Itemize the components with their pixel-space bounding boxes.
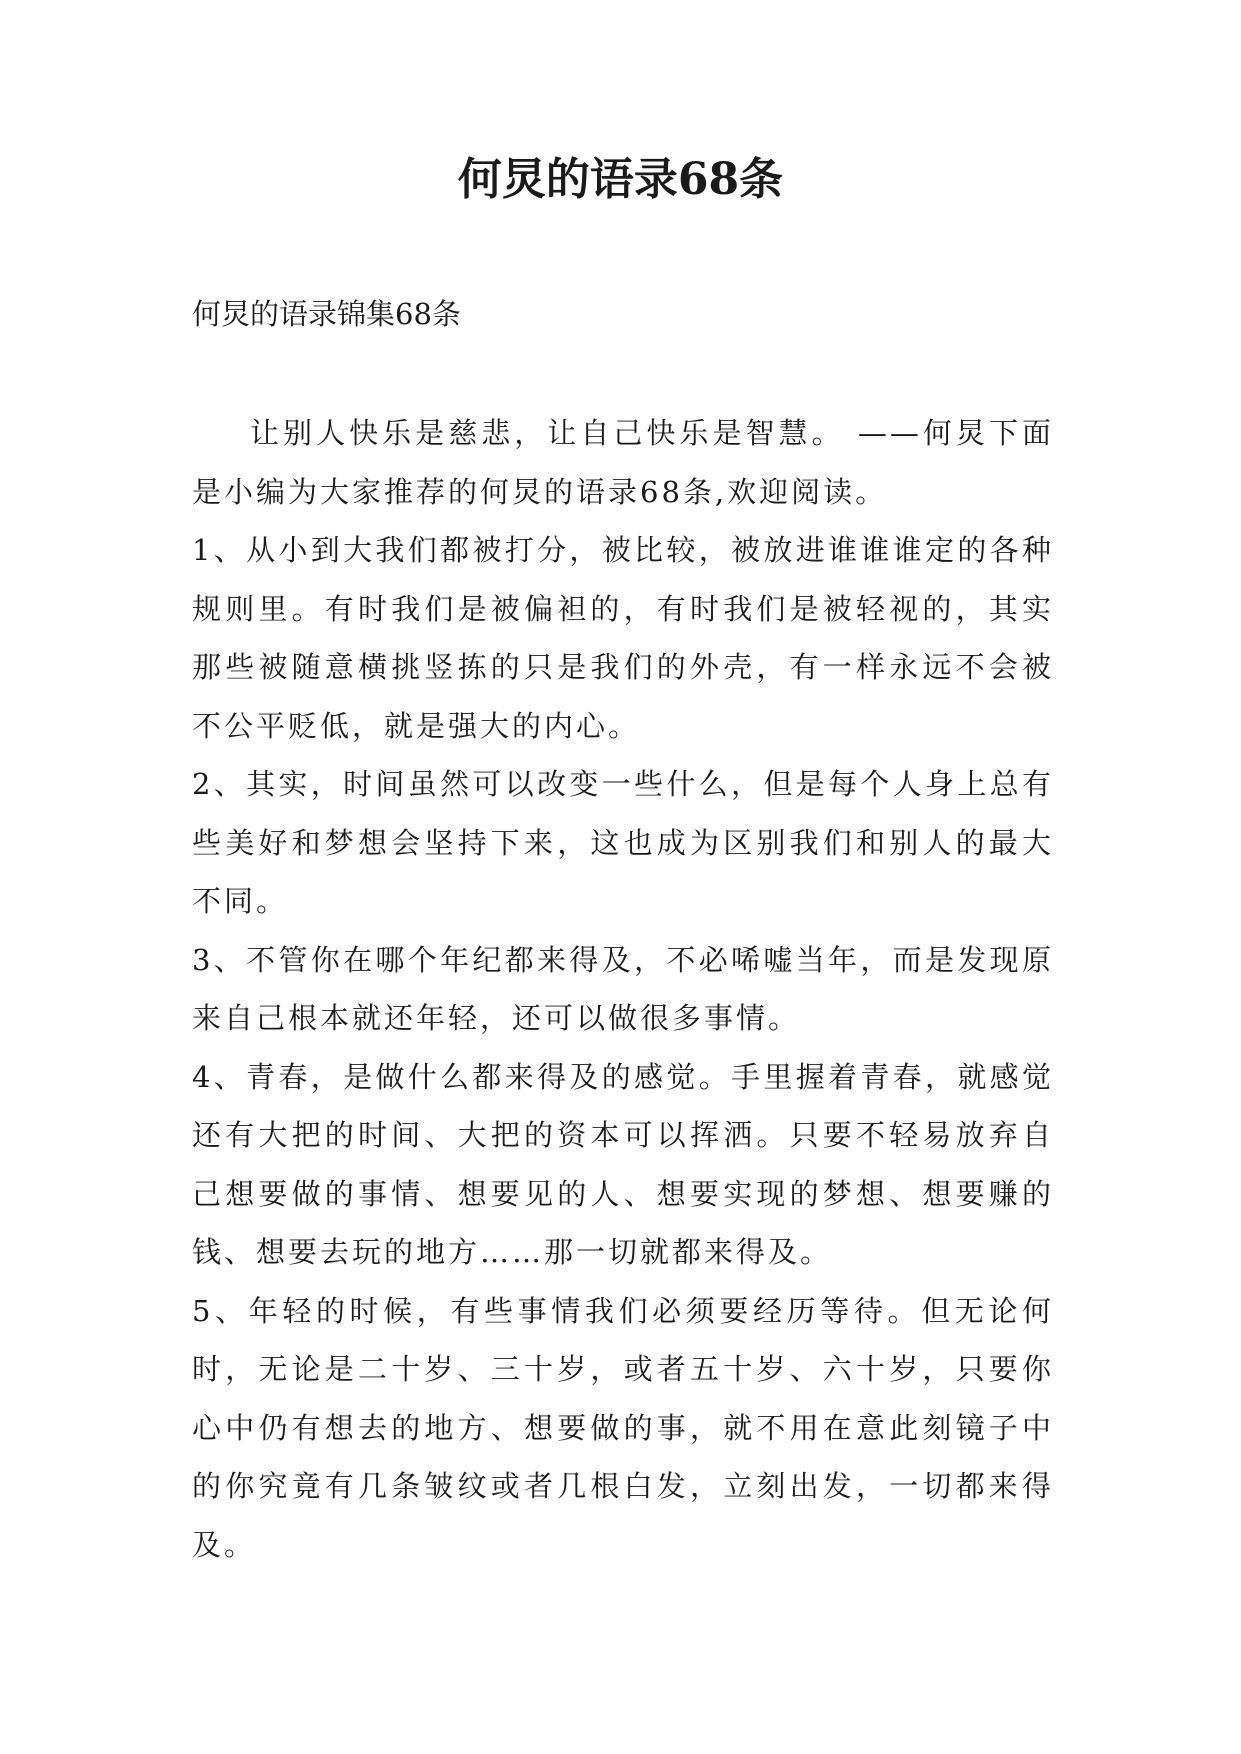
quote-paragraph: 2、其实，时间虽然可以改变一些什么，但是每个人身上总有些美好和梦想会坚持下来，这也成为区别我们和别人的最大不同。	[192, 767, 1054, 918]
quote-paragraph: 1、从小到大我们都被打分，被比较，被放进谁谁谁定的各种规则里。有时我们是被偏袒的，有时我们是被轻视的，其实那些被随意横挑竖拣的只是我们的外壳，有一样永远不会被不公平贬低，就是强大的内心。	[192, 533, 1054, 743]
quote-paragraph: 3、不管你在哪个年纪都来得及，不必唏嘘当年，而是发现原来自己根本就还年轻，还可以做很多事情。	[192, 942, 1054, 1035]
document-subtitle: 何炅的语录锦集68条	[192, 297, 461, 331]
document-title: 何炅的语录68条	[457, 154, 784, 205]
quote-paragraph: 5、年轻的时候，有些事情我们必须要经历等待。但无论何时，无论是二十岁、三十岁，或者五十岁、六十岁，只要你心中仍有想去的地方、想要做的事，就不用在意此刻镜子中的你究竟有几条皱纹或者几根白发，立刻出发，一切都来得及。	[192, 1293, 1054, 1562]
intro-paragraph: 让别人快乐是慈悲，让自己快乐是智慧。 ——何炅下面是小编为大家推荐的何炅的语录68条,欢迎阅读。	[192, 416, 1054, 509]
document-body	[192, 404, 1054, 1574]
quote-paragraph: 4、青春，是做什么都来得及的感觉。手里握着青春，就感觉还有大把的时间、大把的资本可以挥洒。只要不轻易放弃自己想要做的事情、想要见的人、想要实现的梦想、想要赚的钱、想要去玩的地方……那一切就都来得及。	[192, 1059, 1054, 1269]
